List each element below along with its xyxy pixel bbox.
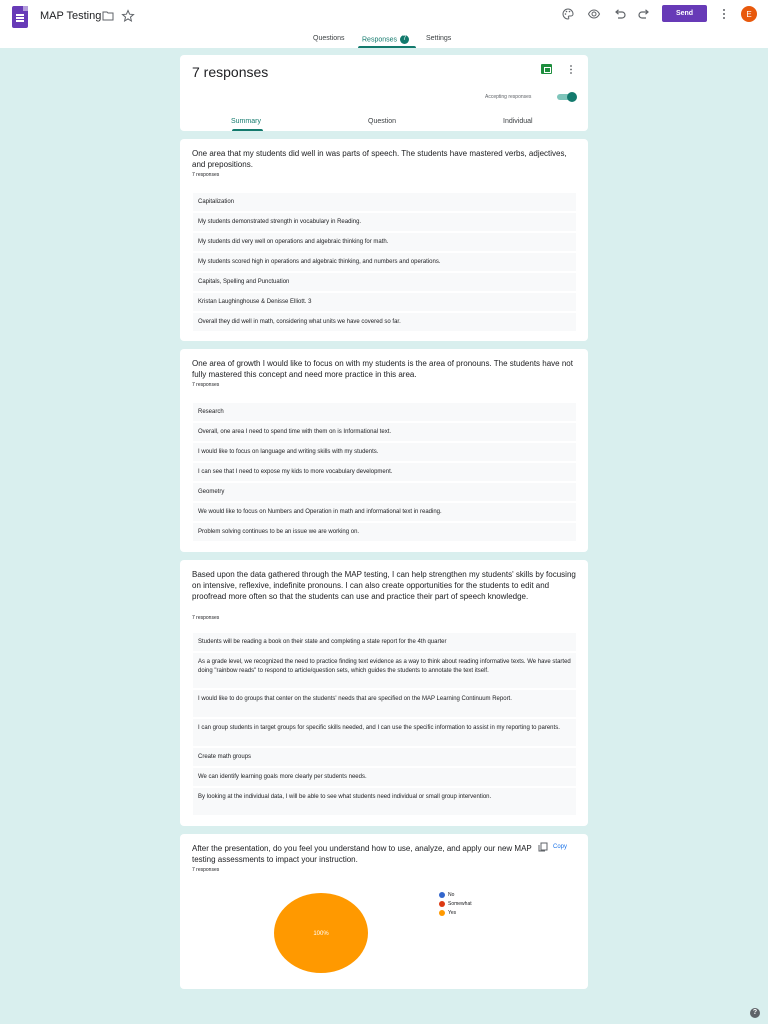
response-row: My students demonstrated strength in vocabulary in Reading. [193, 213, 576, 231]
response-list [193, 193, 576, 333]
legend-item-yes [439, 908, 472, 917]
response-count: 7 responses [192, 382, 220, 388]
response-row: Overall they did well in math, considering what units we have covered so far. [193, 313, 576, 331]
copy-label: Copy [553, 844, 568, 850]
response-row: As a grade level, we recognized the need to practice finding text evidence as a way to think about reading informative texts. We have started doing "rainbow reads" to respond to article/question sets, which guides the students to annotate the text itself. [193, 653, 576, 688]
response-row: Overall, one area I need to spend time with them on is Informational text. [193, 423, 576, 441]
more-options-icon[interactable] [568, 64, 574, 75]
response-row: By looking at the individual data, I will be able to see what students need individual or small group intervention. [193, 788, 576, 815]
pie-slice-label: 100% [313, 931, 329, 937]
tab-responses-label: Responses [362, 36, 398, 44]
response-count: 7 responses [192, 867, 220, 873]
question-title: After the presentation, do you feel you understand how to use, analyze, and apply our new MAP testing assessments to impact your instruction. [192, 844, 532, 864]
active-subtab-indicator [232, 129, 263, 131]
form-title[interactable]: MAP Testing [40, 10, 102, 22]
tab-questions[interactable]: Questions [313, 35, 345, 42]
avatar[interactable]: E [741, 6, 757, 22]
response-row: Problem solving continues to be an issue we are working on. [193, 523, 576, 541]
response-row: Create math groups [193, 748, 576, 766]
responses-count-badge: 7 [400, 35, 409, 44]
legend-swatch [439, 901, 445, 907]
question-card [180, 560, 588, 826]
legend-label: Yes [448, 909, 457, 916]
star-icon[interactable] [121, 9, 135, 23]
question-title: One area of growth I would like to focus on with my students is the area of pronouns. The students have not fully mastered this concept and need more practice in this area. [192, 359, 573, 379]
undo-icon[interactable] [613, 7, 627, 21]
response-row: Capitals, Spelling and Punctuation [193, 273, 576, 291]
legend-swatch [439, 910, 445, 916]
response-row: Students will be reading a book on their state and completing a state report for the 4th quarter [193, 633, 576, 651]
question-title: Based upon the data gathered through the MAP testing, I can help strengthen my students' skills by focusing on intensive, reflexive, indefinite pronouns. I can also create opportunities for the students to edit and proofread more often so that the students can use and practice their part of speech knowledge. [192, 570, 576, 601]
forms-logo-icon[interactable] [12, 6, 28, 28]
active-tab-indicator [358, 46, 416, 48]
response-count: 7 responses [192, 615, 220, 621]
response-row: I can see that I need to expose my kids to more vocabulary development. [193, 463, 576, 481]
send-button[interactable]: Send [662, 5, 707, 22]
response-list [193, 633, 576, 817]
chart-legend [439, 890, 472, 917]
tab-settings[interactable]: Settings [426, 35, 452, 42]
legend-label: Somewhat [448, 900, 472, 907]
copy-chart-button[interactable] [538, 842, 567, 852]
help-icon[interactable]: ? [750, 1008, 760, 1018]
top-bar [0, 0, 768, 48]
form-tabs [0, 30, 768, 48]
responses-summary-card [180, 55, 588, 131]
question-title: One area that my students did well in was parts of speech. The students have mastered verbs, adjectives, and prepositions. [192, 149, 567, 169]
response-row: My students did very well on operations and algebraic thinking for math. [193, 233, 576, 251]
response-count: 7 responses [192, 172, 220, 178]
legend-item-somewhat [439, 899, 472, 908]
legend-label: No [448, 891, 455, 898]
question-card [180, 139, 588, 341]
copy-icon [538, 842, 548, 852]
accepting-responses-label: Accepting responses [485, 94, 532, 100]
more-options-icon[interactable] [719, 7, 729, 21]
subtab-question[interactable]: Question [368, 118, 397, 125]
folder-icon[interactable] [102, 11, 114, 21]
response-row: I would like to focus on language and writing skills with my students. [193, 443, 576, 461]
subtab-summary[interactable]: Summary [231, 118, 261, 125]
accepting-responses-toggle[interactable] [557, 92, 577, 102]
response-row: Research [193, 403, 576, 421]
sheets-icon[interactable] [541, 64, 552, 74]
legend-item-no [439, 890, 472, 899]
tab-responses[interactable] [362, 35, 409, 44]
response-row: Geometry [193, 483, 576, 501]
response-row: I would like to do groups that center on the students' needs that are specified on the MAP Learning Continuum Report. [193, 690, 576, 717]
question-card [180, 349, 588, 552]
response-row: We would like to focus on Numbers and Operation in math and informational text in reading. [193, 503, 576, 521]
response-row: We can identify learning goals more clearly per students needs. [193, 768, 576, 786]
response-list [193, 403, 576, 543]
response-row: Kristan Laughinghouse & Denisse Elliott. 3 [193, 293, 576, 311]
response-row: My students scored high in operations and algebraic thinking, and numbers and operations. [193, 253, 576, 271]
redo-icon[interactable] [637, 7, 651, 21]
pie-chart [273, 892, 369, 974]
responses-count-title: 7 responses [192, 64, 269, 80]
preview-eye-icon[interactable] [587, 7, 601, 21]
palette-icon[interactable] [561, 7, 575, 21]
question-card [180, 834, 588, 989]
response-row: Capitalization [193, 193, 576, 211]
response-row: I can group students in target groups for specific skills needed, and I can use the specific information to assist in my reporting to parents. [193, 719, 576, 746]
subtab-individual[interactable]: Individual [503, 118, 533, 125]
legend-swatch [439, 892, 445, 898]
